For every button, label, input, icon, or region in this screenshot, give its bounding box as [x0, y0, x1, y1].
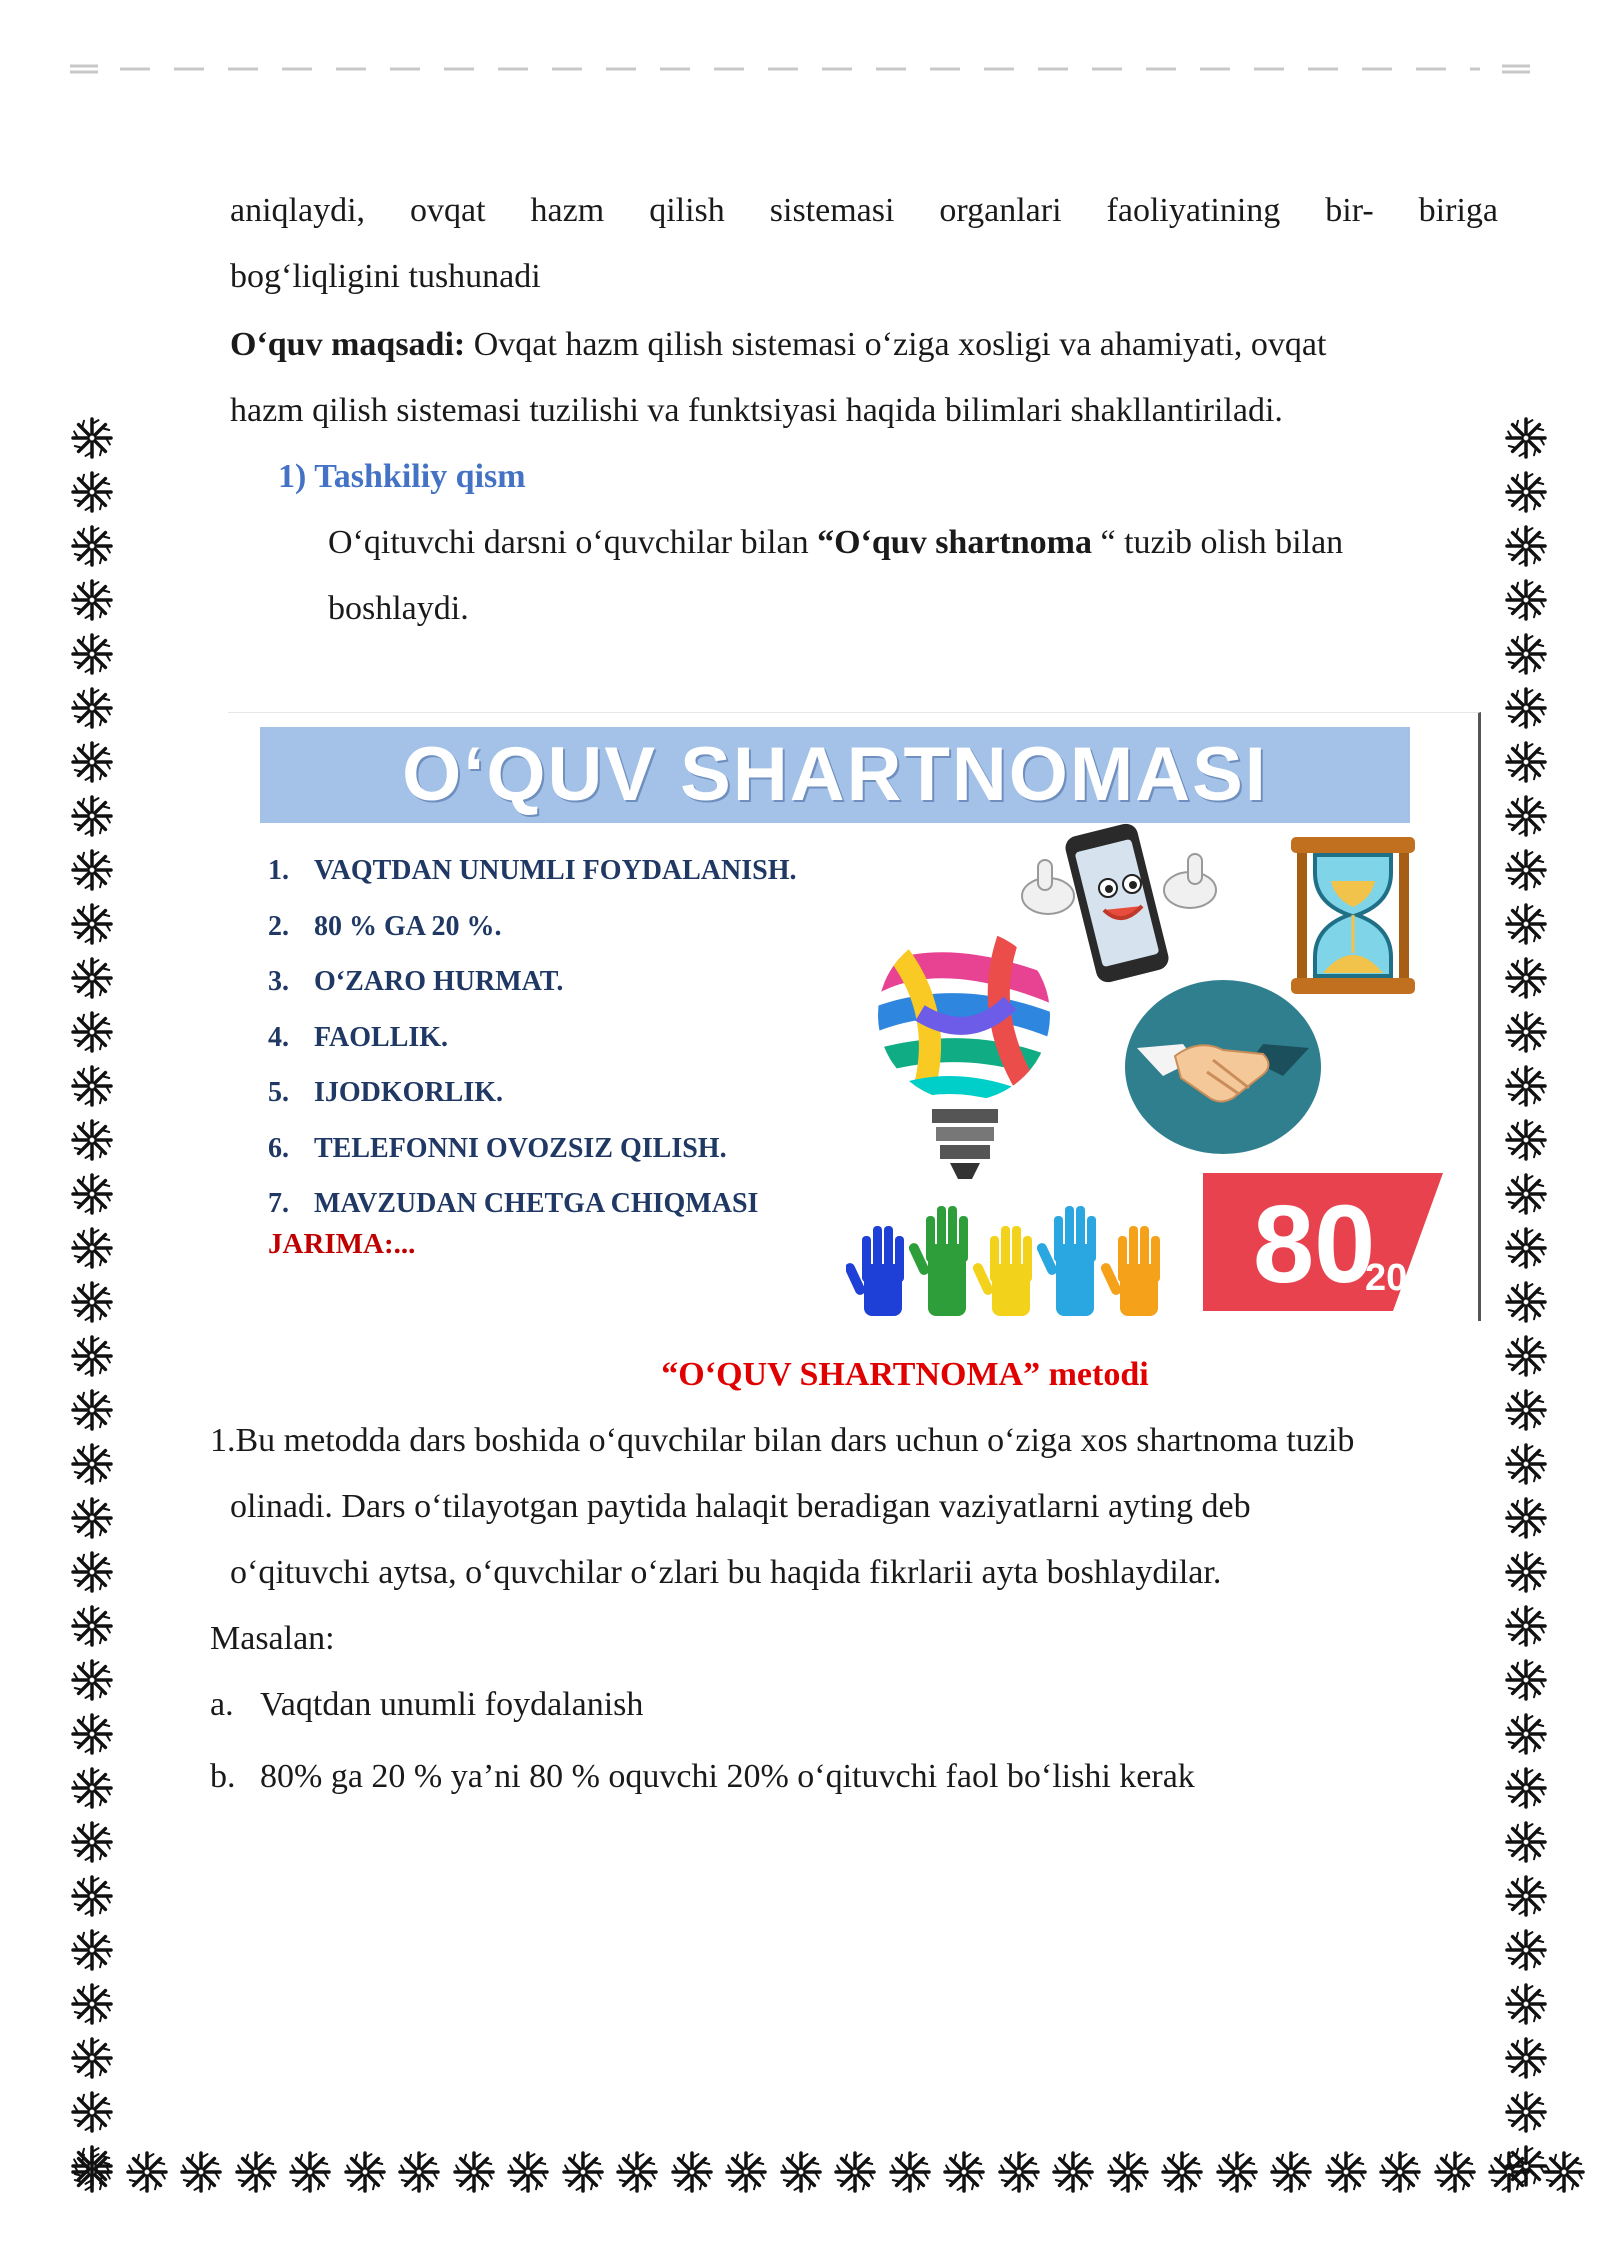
border-star-icon [70, 1172, 114, 1216]
border-star-icon [1504, 1010, 1548, 1054]
method-title: “O‘QUV SHARTNOMA” metodi [661, 1356, 1149, 1393]
border-star [70, 2090, 114, 2134]
border-star-icon [1215, 2150, 1259, 2194]
border-star [1051, 2150, 1095, 2194]
border-star [1504, 1226, 1548, 1270]
border-star-icon [125, 2150, 169, 2194]
border-star-icon [70, 956, 114, 1000]
border-star-icon [1504, 2090, 1548, 2134]
border-star [288, 2150, 332, 2194]
border-star [1504, 578, 1548, 622]
border-star-icon [70, 1604, 114, 1648]
border-star [397, 2150, 441, 2194]
border-star [70, 1928, 114, 1972]
eighty-twenty-badge [1203, 1173, 1443, 1311]
border-star [1504, 848, 1548, 892]
border-star [1324, 2150, 1368, 2194]
border-star-icon [1504, 1766, 1548, 1810]
border-star [1504, 1172, 1548, 1216]
method-paragraph-line-2: olinadi. Dars o‘tilayotgan paytida halaqit beradigan vaziyatlarni ayting deb [230, 1488, 1251, 1525]
border-star [1504, 1712, 1548, 1756]
rule-item: 3. O‘ZARO HURMAT. [268, 966, 564, 997]
border-star [70, 1604, 114, 1648]
border-star [70, 1280, 114, 1324]
border-star [70, 1496, 114, 1540]
border-star-icon [70, 632, 114, 676]
border-star [561, 2150, 605, 2194]
border-star [70, 1226, 114, 1270]
banner-header [260, 727, 1410, 823]
border-star [70, 1766, 114, 1810]
border-star [615, 2150, 659, 2194]
border-star [70, 470, 114, 514]
border-star-icon [1542, 2150, 1586, 2194]
border-star [1504, 470, 1548, 514]
border-star [343, 2150, 387, 2194]
border-star [70, 902, 114, 946]
border-star-icon [70, 1226, 114, 1270]
method-paragraph-line-1: 1.Bu metodda dars boshida o‘quvchilar bilan dars uchun o‘ziga xos shartnoma tuzib [210, 1422, 1355, 1459]
border-star [506, 2150, 550, 2194]
border-star [234, 2150, 278, 2194]
border-star-icon [506, 2150, 550, 2194]
border-star-icon [670, 2150, 714, 2194]
border-star-icon [70, 1496, 114, 1540]
badge-20: 20 [1365, 1257, 1408, 1299]
border-star-icon [1106, 2150, 1150, 2194]
border-star [70, 740, 114, 784]
border-star-icon [1324, 2150, 1368, 2194]
border-star [1215, 2150, 1259, 2194]
hourglass-icon [1283, 833, 1423, 998]
intro-line-1: aniqlaydi, ovqat hazm qilish sistemasi organlari faoliyatining bir- biriga [230, 192, 1498, 229]
hand-shape [1099, 1226, 1160, 1316]
border-star-icon [70, 1118, 114, 1162]
border-star [1504, 1874, 1548, 1918]
border-star [1487, 2150, 1531, 2194]
goal-line-1 [230, 312, 1326, 378]
border-star-icon [288, 2150, 332, 2194]
list-item-b [210, 1744, 1195, 1810]
border-star-icon [1504, 1496, 1548, 1540]
badge-80: 80 [1253, 1183, 1376, 1306]
border-star-icon [1160, 2150, 1204, 2194]
border-star-icon [1504, 1442, 1548, 1486]
list-item-a [210, 1672, 643, 1738]
border-star-icon [70, 794, 114, 838]
border-star-icon [1504, 1550, 1548, 1594]
border-star-icon [833, 2150, 877, 2194]
border-star-icon [561, 2150, 605, 2194]
border-star [452, 2150, 496, 2194]
border-star [1504, 1442, 1548, 1486]
teacher-text-c: “ tuzib olish bilan [1091, 524, 1344, 561]
border-star [70, 1820, 114, 1864]
border-star-icon [1504, 902, 1548, 946]
border-star [888, 2150, 932, 2194]
header-dashed-rule [70, 62, 1530, 76]
border-star-icon [1504, 740, 1548, 784]
hand-shape [846, 1226, 904, 1316]
border-star-icon [1504, 686, 1548, 730]
rule-item: 4. FAOLLIK. [268, 1021, 449, 1053]
border-star-icon [1504, 1172, 1548, 1216]
border-star-icon [70, 524, 114, 568]
border-star-icon [1504, 1064, 1548, 1108]
border-star-icon [70, 1928, 114, 1972]
border-star-icon [1504, 2036, 1548, 2080]
border-star-icon [70, 416, 114, 460]
left-star-border [70, 416, 114, 2196]
border-star-icon [70, 902, 114, 946]
penalty-label: JARIMA:... [268, 1228, 416, 1260]
border-star-icon [452, 2150, 496, 2194]
border-star [1542, 2150, 1586, 2194]
border-star-icon [942, 2150, 986, 2194]
border-star [1504, 416, 1548, 460]
border-star [1504, 1118, 1548, 1162]
border-star-icon [1504, 1118, 1548, 1162]
contract-banner [228, 712, 1481, 1321]
rule-item: 5. IJODKORLIK. [268, 1077, 504, 1108]
border-star [1504, 1928, 1548, 1972]
hand-shape [971, 1226, 1032, 1316]
border-star-icon [779, 2150, 823, 2194]
border-star [70, 956, 114, 1000]
border-star-icon [70, 1874, 114, 1918]
rule-item: 7. MAVZUDAN CHETGA CHIQMASI [268, 1188, 759, 1219]
border-star-icon [1269, 2150, 1313, 2194]
border-star-icon [1504, 1604, 1548, 1648]
list-text-a: Vaqtdan unumli foydalanish [260, 1686, 644, 1723]
goal-label: O‘quv maqsadi: [230, 326, 466, 363]
border-star-icon [1504, 470, 1548, 514]
border-star-icon [70, 470, 114, 514]
border-star [1504, 1604, 1548, 1648]
border-star-icon [1378, 2150, 1422, 2194]
border-star-icon [70, 1820, 114, 1864]
border-star-icon [1504, 1982, 1548, 2026]
lightbulb-icon [860, 923, 1070, 1183]
rules-list [268, 843, 797, 1232]
border-star [1269, 2150, 1313, 2194]
rule-item: 1. VAQTDAN UNUMLI FOYDALANISH. [268, 855, 797, 886]
border-star [1504, 1064, 1548, 1108]
border-star [1504, 1658, 1548, 1702]
border-star [70, 1658, 114, 1702]
list-marker-a: a. [210, 1686, 234, 1723]
border-star [779, 2150, 823, 2194]
border-star-icon [1504, 1820, 1548, 1864]
border-star [70, 632, 114, 676]
border-star [70, 2150, 114, 2194]
border-star [1504, 1820, 1548, 1864]
border-star-icon [70, 1010, 114, 1054]
border-star-icon [1504, 632, 1548, 676]
border-star [70, 794, 114, 838]
banner-title: O‘QUV SHARTNOMASI [402, 732, 1268, 817]
border-star [70, 686, 114, 730]
border-star-icon [1504, 1874, 1548, 1918]
border-star [724, 2150, 768, 2194]
border-star [1504, 1766, 1548, 1810]
bottom-star-border [70, 2150, 1550, 2194]
border-star [1504, 1550, 1548, 1594]
border-star [70, 848, 114, 892]
border-star-icon [70, 1064, 114, 1108]
right-star-border [1504, 416, 1548, 2196]
border-star-icon [343, 2150, 387, 2194]
border-star-icon [70, 2150, 114, 2194]
border-star [833, 2150, 877, 2194]
border-star [1504, 632, 1548, 676]
border-star-icon [70, 1280, 114, 1324]
border-star [1433, 2150, 1477, 2194]
border-star [70, 1442, 114, 1486]
border-star-icon [1504, 1928, 1548, 1972]
border-star [1504, 1496, 1548, 1540]
border-star [70, 1982, 114, 2026]
teacher-contract-bold: “O‘quv shartnoma [817, 524, 1092, 561]
border-star-icon [1487, 2150, 1531, 2194]
border-star-icon [70, 578, 114, 622]
border-star-icon [70, 740, 114, 784]
border-star-icon [888, 2150, 932, 2194]
border-star-icon [234, 2150, 278, 2194]
border-star [1504, 2090, 1548, 2134]
example-label: Masalan: [210, 1620, 335, 1657]
border-star [70, 1064, 114, 1108]
border-star-icon [70, 1712, 114, 1756]
border-star-icon [1504, 848, 1548, 892]
border-star [942, 2150, 986, 2194]
border-star-icon [1504, 1280, 1548, 1324]
border-star [70, 578, 114, 622]
rule-item: 6. TELEFONNI OVOZSIZ QILISH. [268, 1132, 727, 1164]
hand-shape [1035, 1206, 1096, 1316]
border-star [1504, 1010, 1548, 1054]
border-star [997, 2150, 1041, 2194]
border-star [1504, 956, 1548, 1000]
method-paragraph-line-3: o‘qituvchi aytsa, o‘quvchilar o‘zlari bu haqida fikrlarii ayta boshlaydilar. [230, 1554, 1222, 1591]
border-star [179, 2150, 223, 2194]
list-text-b: 80% ga 20 % ya’ni 80 % oquvchi 20% o‘qituvchi faol bo‘lishi kerak [260, 1758, 1195, 1795]
border-star [125, 2150, 169, 2194]
border-star-icon [70, 1658, 114, 1702]
border-star-icon [70, 1766, 114, 1810]
border-star-icon [70, 2090, 114, 2134]
border-star [70, 1712, 114, 1756]
border-star [1504, 2036, 1548, 2080]
border-star [70, 1118, 114, 1162]
border-star-icon [1504, 578, 1548, 622]
border-star [1504, 524, 1548, 568]
border-star [70, 1010, 114, 1054]
raised-hands-icon [846, 1181, 1181, 1316]
border-star-icon [1504, 524, 1548, 568]
border-star-icon [70, 1550, 114, 1594]
border-star-icon [397, 2150, 441, 2194]
teacher-text-a: O‘qituvchi darsni o‘quvchilar bilan [328, 524, 818, 561]
border-star [70, 1874, 114, 1918]
border-star [1504, 794, 1548, 838]
border-star [70, 524, 114, 568]
rule-item: 2. 80 % GA 20 %. [268, 910, 502, 942]
border-star-icon [615, 2150, 659, 2194]
border-star-icon [1504, 416, 1548, 460]
border-star-icon [70, 848, 114, 892]
border-star-icon [70, 686, 114, 730]
border-star-icon [1433, 2150, 1477, 2194]
border-star-icon [1504, 956, 1548, 1000]
border-star [1106, 2150, 1150, 2194]
section-title: 1) Tashkiliy qism [278, 458, 526, 495]
border-star [1504, 686, 1548, 730]
hand-shape [907, 1206, 968, 1316]
intro-line-2: bog‘liqligini tushunadi [230, 258, 541, 295]
border-star-icon [179, 2150, 223, 2194]
border-star-icon [70, 1442, 114, 1486]
border-star [1378, 2150, 1422, 2194]
border-star-icon [1504, 1712, 1548, 1756]
border-star [1504, 902, 1548, 946]
border-star [70, 1550, 114, 1594]
list-marker-b: b. [210, 1758, 236, 1795]
teacher-line-2: boshlaydi. [328, 590, 469, 627]
border-star-icon [997, 2150, 1041, 2194]
handshake-icon [1123, 978, 1323, 1156]
border-star [1504, 1280, 1548, 1324]
border-star-icon [1504, 1658, 1548, 1702]
border-star [70, 2036, 114, 2080]
border-star [1504, 1982, 1548, 2026]
border-star [1160, 2150, 1204, 2194]
teacher-line-1 [328, 510, 1343, 576]
border-star [70, 416, 114, 460]
goal-text: Ovqat hazm qilish sistemasi o‘ziga xosligi va ahamiyati, ovqat [465, 326, 1327, 363]
border-star [1504, 740, 1548, 784]
border-star-icon [1504, 1226, 1548, 1270]
border-star-icon [70, 2036, 114, 2080]
goal-line-2: hazm qilish sistemasi tuzilishi va funktsiyasi haqida bilimlari shakllantiriladi. [230, 392, 1283, 429]
border-star-icon [724, 2150, 768, 2194]
border-star-icon [70, 1982, 114, 2026]
border-star [670, 2150, 714, 2194]
border-star-icon [1504, 794, 1548, 838]
border-star-icon [1051, 2150, 1095, 2194]
border-star [70, 1172, 114, 1216]
